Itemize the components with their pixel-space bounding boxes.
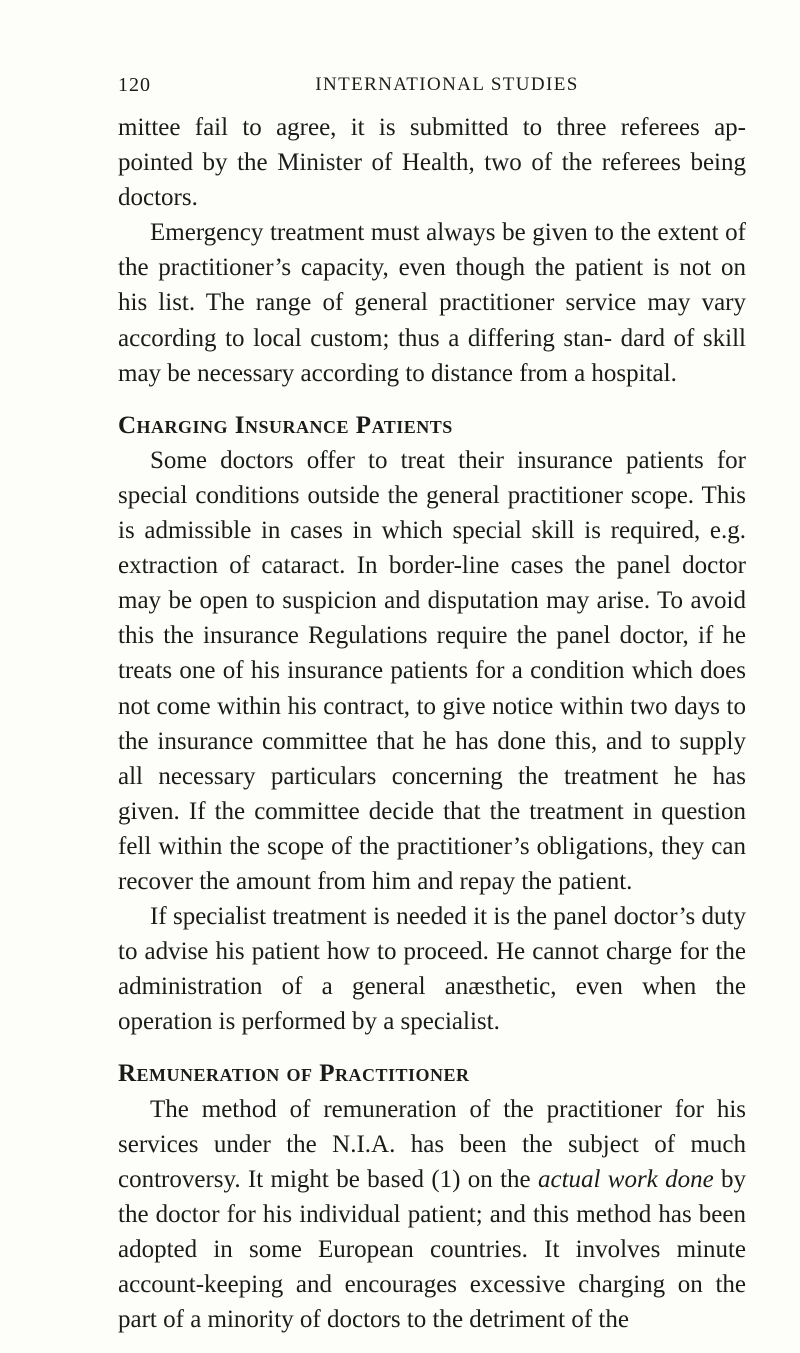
paragraph-special-conditions: Some doctors offer to treat their insurance patients for special conditions outside the general practitioner scope. This is admissible in cases in which special skill is required, e.g. extraction of cataract. In border-line cases the panel doctor may be open to suspicion and disputation may arise. To avoid this the insurance Regulations require the panel doctor, if he treats one of his insurance patients for a condition which does not come within his contract, to give notice within two days to the insurance committee that he has done this, and to supply all necessary particulars concerning the treatment he has given. If the committee decide that the treatment in question fell within the scope of the practitioner’s obligations, they can recover the amount from him and repay the patient. xyxy=(118,446,746,895)
body-text xyxy=(118,110,746,1337)
paragraph-remuneration-text-start: The method of remuneration of the practitioner for his services under the N.I.A. has been the subject of much controversy. It might be based (1) on the xyxy=(118,1095,746,1193)
paragraph-specialist-treatment: If specialist treatment is needed it is the panel doctor’s duty to advise his patient how to proceed. He cannot charge for the administration of a general anæsthetic, even when the operation is performed by a specialist. xyxy=(118,903,746,1036)
section-heading-remuneration-of-practitioner: Remuneration of Practitioner xyxy=(118,1060,470,1088)
paragraph-remuneration-text-end: by the doctor for his individual patient; and this method has been adopted in some European countries. It involves minute account-keeping and encourages excessive charging on the part of a minority of doctors to the detriment of the xyxy=(118,1165,746,1334)
paragraph-remuneration-method xyxy=(118,1092,746,1338)
italic-phrase-actual-work-done: actual work done xyxy=(537,1165,714,1193)
paragraph-emergency-treatment: Emergency treatment must always be given to the extent of the practitioner’s capacity, even though the patient is not on his list. The range of general practitioner service may vary according to local custom; thus a differing stan- dard of skill may be necessary according to distance from a hospital. xyxy=(118,219,746,387)
paragraph-continuation: mittee fail to agree, it is submitted to three referees ap- pointed by the Minister of Health, two of the referees being doctors. xyxy=(118,114,746,212)
running-title: INTERNATIONAL STUDIES xyxy=(315,74,579,95)
page-number: 120 xyxy=(118,74,151,96)
section-heading-charging-insurance-patients: Charging Insurance Patients xyxy=(118,411,453,439)
running-head xyxy=(118,74,746,104)
